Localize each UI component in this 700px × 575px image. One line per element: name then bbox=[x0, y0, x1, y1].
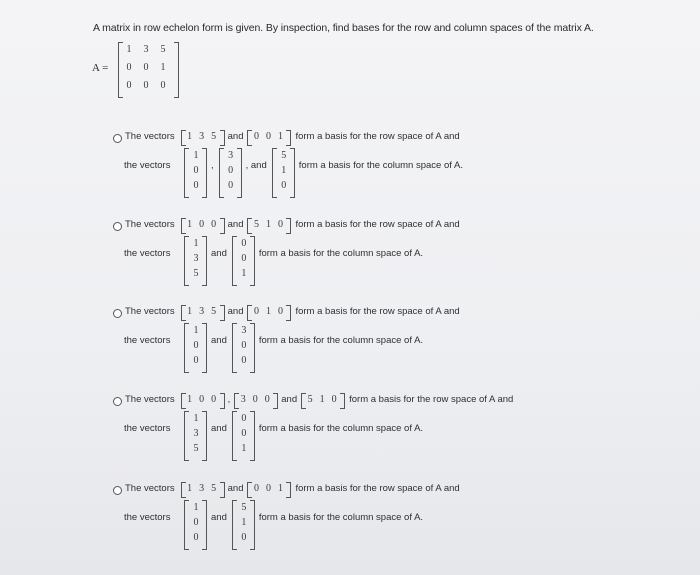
row-space-text: form a basis for the row space of A and bbox=[349, 394, 514, 405]
col-vector-separator: , and bbox=[245, 160, 267, 171]
matrix-cell: 5 bbox=[160, 44, 166, 55]
col-vector-entry: 0 bbox=[193, 180, 199, 191]
col-vector-separator: , bbox=[211, 160, 214, 171]
col-intro-text: the vectors bbox=[124, 335, 171, 346]
col-space-text: form a basis for the column space of A. bbox=[258, 512, 424, 523]
col-vector-entry: 0 bbox=[228, 180, 234, 191]
matrix-cell: 0 bbox=[160, 80, 166, 91]
row-vector-entry: 0 bbox=[264, 394, 270, 405]
col-intro-text: the vectors bbox=[124, 160, 171, 171]
col-vector-right-bracket bbox=[250, 323, 255, 373]
col-vector-left-bracket bbox=[232, 236, 237, 286]
row-vector-entry: 0 bbox=[331, 394, 337, 405]
row-vector-entry: 1 bbox=[187, 306, 193, 317]
row-vector-entry: 3 bbox=[240, 394, 246, 405]
col-vector-right-bracket bbox=[237, 148, 242, 198]
row-vector-right-bracket bbox=[220, 482, 225, 498]
col-vector-left-bracket bbox=[184, 411, 189, 461]
col-space-text: form a basis for the column space of A. bbox=[298, 160, 463, 171]
col-vector-left-bracket bbox=[184, 323, 189, 373]
question-text: A matrix in row echelon form is given. By inspection, find bases for the row and column spaces of the matrix A. bbox=[93, 22, 594, 34]
col-vector-right-bracket bbox=[250, 500, 255, 550]
matrix-cell: 3 bbox=[143, 44, 149, 55]
row-vector-right-bracket bbox=[220, 393, 225, 409]
col-vector-right-bracket bbox=[202, 148, 207, 198]
row-vector-entry: 5 bbox=[211, 483, 217, 494]
col-vector-separator: and bbox=[211, 248, 227, 259]
col-vector-entry: 0 bbox=[241, 428, 247, 439]
row-space-text: form a basis for the row space of A and bbox=[295, 306, 460, 317]
option-intro-text: The vectors bbox=[125, 483, 175, 494]
col-vector-entry: 0 bbox=[241, 532, 247, 543]
col-vector-entry: 1 bbox=[193, 238, 199, 249]
row-vector-entry: 5 bbox=[211, 131, 217, 142]
col-vector-entry: 0 bbox=[241, 355, 247, 366]
row-vector-entry: 1 bbox=[187, 394, 193, 405]
col-vector-entry: 0 bbox=[281, 180, 287, 191]
row-vector-entry: 0 bbox=[277, 219, 283, 230]
col-space-text: form a basis for the column space of A. bbox=[258, 335, 424, 346]
row-vector-right-bracket bbox=[220, 305, 225, 321]
row-space-text: form a basis for the row space of A and bbox=[295, 131, 460, 142]
row-vector-entry: 0 bbox=[277, 306, 283, 317]
row-vector-entry: 5 bbox=[211, 306, 217, 317]
col-vector-left-bracket bbox=[184, 148, 189, 198]
row-vector-entry: 1 bbox=[319, 394, 325, 405]
matrix-label: A = bbox=[92, 62, 109, 74]
row-vector-separator: and bbox=[281, 394, 298, 405]
row-vector-entry: 1 bbox=[187, 483, 193, 494]
row-vector-entry: 0 bbox=[265, 483, 271, 494]
col-vector-entry: 1 bbox=[193, 413, 199, 424]
col-vector-entry: 0 bbox=[241, 340, 247, 351]
row-vector-separator: and bbox=[227, 483, 244, 494]
col-vector-entry: 5 bbox=[281, 150, 287, 161]
answer-radio[interactable] bbox=[113, 222, 122, 231]
row-vector-separator: and bbox=[227, 306, 244, 317]
col-vector-entry: 1 bbox=[193, 502, 199, 513]
col-vector-entry: 0 bbox=[193, 517, 199, 528]
col-vector-right-bracket bbox=[290, 148, 295, 198]
row-vector-right-bracket bbox=[220, 218, 225, 234]
col-vector-entry: 1 bbox=[281, 165, 287, 176]
row-vector-entry: 1 bbox=[187, 219, 193, 230]
row-vector-separator: and bbox=[227, 219, 244, 230]
matrix-cell: 0 bbox=[126, 80, 132, 91]
matrix-cell: 1 bbox=[160, 62, 166, 73]
col-vector-entry: 1 bbox=[193, 325, 199, 336]
col-vector-entry: 3 bbox=[228, 150, 234, 161]
col-vector-entry: 1 bbox=[241, 517, 247, 528]
col-vector-entry: 0 bbox=[241, 413, 247, 424]
row-vector-separator: , bbox=[227, 394, 231, 405]
row-vector-entry: 0 bbox=[265, 131, 271, 142]
option-intro-text: The vectors bbox=[125, 306, 175, 317]
col-vector-separator: and bbox=[211, 335, 227, 346]
col-vector-entry: 5 bbox=[193, 268, 199, 279]
row-vector-entry: 0 bbox=[253, 483, 259, 494]
col-vector-entry: 0 bbox=[193, 532, 199, 543]
col-vector-entry: 5 bbox=[193, 443, 199, 454]
answer-radio[interactable] bbox=[113, 486, 122, 495]
row-vector-entry: 1 bbox=[187, 131, 193, 142]
option-intro-text: The vectors bbox=[125, 219, 175, 230]
matrix-cell: 0 bbox=[143, 80, 149, 91]
row-vector-entry: 3 bbox=[199, 306, 205, 317]
option-intro-text: The vectors bbox=[125, 394, 175, 405]
matrix-cell: 0 bbox=[126, 62, 132, 73]
matrix-cell: 0 bbox=[143, 62, 149, 73]
col-vector-entry: 3 bbox=[193, 428, 199, 439]
col-vector-left-bracket bbox=[232, 500, 237, 550]
col-space-text: form a basis for the column space of A. bbox=[258, 423, 424, 434]
answer-radio[interactable] bbox=[113, 134, 122, 143]
row-vector-right-bracket bbox=[273, 393, 278, 409]
col-vector-entry: 3 bbox=[241, 325, 247, 336]
row-vector-entry: 3 bbox=[199, 483, 205, 494]
col-vector-entry: 5 bbox=[241, 502, 247, 513]
row-vector-separator: and bbox=[227, 131, 244, 142]
col-intro-text: the vectors bbox=[124, 423, 171, 434]
col-vector-entry: 1 bbox=[241, 268, 247, 279]
row-vector-right-bracket bbox=[286, 130, 291, 146]
col-vector-right-bracket bbox=[202, 411, 207, 461]
row-space-text: form a basis for the row space of A and bbox=[295, 219, 460, 230]
matrix-right-bracket bbox=[174, 42, 179, 98]
col-intro-text: the vectors bbox=[124, 248, 171, 259]
row-vector-right-bracket bbox=[286, 482, 291, 498]
row-vector-entry: 0 bbox=[211, 394, 217, 405]
col-vector-right-bracket bbox=[202, 323, 207, 373]
col-vector-entry: 0 bbox=[193, 340, 199, 351]
col-vector-right-bracket bbox=[202, 236, 207, 286]
col-vector-entry: 0 bbox=[228, 165, 234, 176]
col-vector-entry: 1 bbox=[193, 150, 199, 161]
row-vector-entry: 3 bbox=[199, 131, 205, 142]
option-intro-text: The vectors bbox=[125, 131, 175, 142]
row-vector-entry: 1 bbox=[277, 483, 283, 494]
col-vector-left-bracket bbox=[232, 323, 237, 373]
col-vector-entry: 0 bbox=[193, 355, 199, 366]
col-vector-left-bracket bbox=[184, 500, 189, 550]
col-vector-left-bracket bbox=[232, 411, 237, 461]
row-vector-entry: 0 bbox=[253, 306, 259, 317]
col-vector-entry: 0 bbox=[241, 253, 247, 264]
row-vector-entry: 0 bbox=[199, 219, 205, 230]
row-vector-entry: 5 bbox=[253, 219, 259, 230]
col-vector-left-bracket bbox=[184, 236, 189, 286]
row-space-text: form a basis for the row space of A and bbox=[295, 483, 460, 494]
answer-radio[interactable] bbox=[113, 309, 122, 318]
row-vector-entry: 0 bbox=[252, 394, 258, 405]
col-vector-entry: 1 bbox=[241, 443, 247, 454]
col-space-text: form a basis for the column space of A. bbox=[258, 248, 424, 259]
row-vector-entry: 1 bbox=[265, 219, 271, 230]
col-vector-entry: 0 bbox=[241, 238, 247, 249]
col-vector-entry: 0 bbox=[193, 165, 199, 176]
col-vector-separator: and bbox=[211, 423, 227, 434]
row-vector-entry: 1 bbox=[265, 306, 271, 317]
col-vector-right-bracket bbox=[250, 236, 255, 286]
col-intro-text: the vectors bbox=[124, 512, 171, 523]
row-vector-entry: 5 bbox=[307, 394, 313, 405]
col-vector-right-bracket bbox=[250, 411, 255, 461]
col-vector-left-bracket bbox=[272, 148, 277, 198]
col-vector-separator: and bbox=[211, 512, 227, 523]
row-vector-right-bracket bbox=[340, 393, 345, 409]
row-vector-right-bracket bbox=[286, 305, 291, 321]
row-vector-entry: 0 bbox=[211, 219, 217, 230]
matrix-cell: 1 bbox=[126, 44, 132, 55]
col-vector-entry: 3 bbox=[193, 253, 199, 264]
col-vector-right-bracket bbox=[202, 500, 207, 550]
row-vector-entry: 0 bbox=[199, 394, 205, 405]
row-vector-entry: 0 bbox=[253, 131, 259, 142]
matrix-left-bracket bbox=[118, 42, 123, 98]
row-vector-right-bracket bbox=[286, 218, 291, 234]
row-vector-right-bracket bbox=[220, 130, 225, 146]
row-vector-entry: 1 bbox=[277, 131, 283, 142]
answer-radio[interactable] bbox=[113, 397, 122, 406]
col-vector-left-bracket bbox=[219, 148, 224, 198]
